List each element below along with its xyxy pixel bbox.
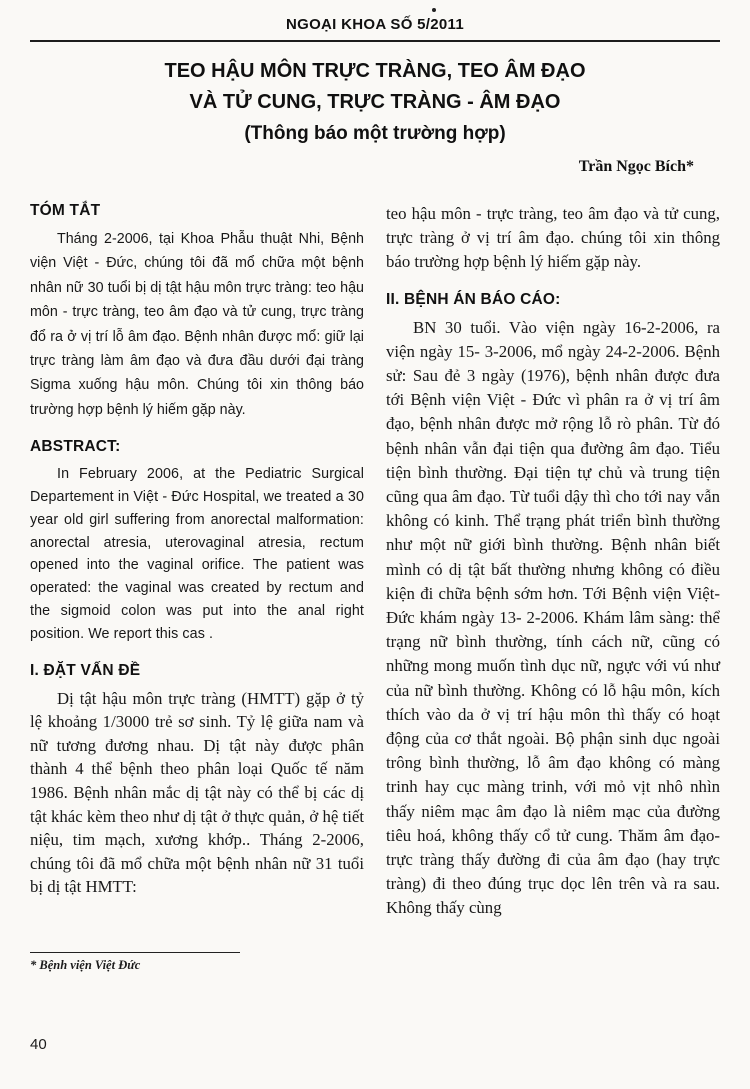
section-2-heading: II. BỆNH ÁN BÁO CÁO: [386, 290, 561, 308]
section-1-heading: I. ĐẶT VẤN ĐỀ [30, 661, 141, 679]
section-1-paragraph: Dị tật hậu môn trực tràng (HMTT) gặp ở tỷ lệ khoảng 1/3000 trẻ sơ sinh. Tỷ lệ giữa nam và nữ tương đương nhau. Dị tật này được phân thành 4 thể bệnh theo phân loại Quốc tế năm 1986. Bệnh nhân mắc dị tật này có thể bị các dị tật khác kèm theo như dị tật ở thực quản, ở hệ tiết niệu, tim mạch, xương khớp.. Tháng 2-2006, chúng tôi đã mổ chữa một bệnh nhân nữ 31 tuổi bị dị tật HMTT: [30, 688, 364, 897]
two-column-body [30, 202, 720, 921]
continuation-paragraph: teo hậu môn - trực tràng, teo âm đạo và tử cung, trực tràng ở vị trí âm đạo. chúng tôi xin thông báo trường hợp bệnh lý hiếm gặp này. [386, 204, 720, 272]
right-column [386, 202, 720, 921]
section-2-paragraph: BN 30 tuổi. Vào viện ngày 16-2-2006, ra viện ngày 15- 3-2006, mổ ngày 24-2-2006. Bệnh sử: Sau đẻ 3 ngày (1976), bệnh nhân được đưa tới Bệnh viện Việt - Đức vì phân ra ở vị trí âm đạo, bệnh nhân được mở rộng lỗ rò phân. Từ đó bệnh nhân vẫn đại tiện qua đường âm đạo. Tiểu tiện bình thường. Đại tiện tự chủ và trung tiện cũng qua âm đạo. Từ tuổi dậy thì cho tới nay vẫn không có kinh. Thể trạng phát triển bình thường như một nữ giới bình thường. Bệnh nhân biết mình có dị tật bất thường nhưng không có điều kiện đi chữa bệnh sớm hơn. Tới Bệnh viện Việt-Đức khám ngày 13- 2-2006. Khám lâm sàng: thể trạng nữ bình thường, tính cách nữ, cũng có những mong muốn tình dục nữ, ngực với vú như của nữ bình thường. Không có lỗ hậu môn, kích thích vào da ở vị trí hậu môn thì thấy có hoạt động của cơ thắt ngoài. Bộ phận sinh dục ngoài trông bình thường, lỗ âm đạo không có màng trinh hay cục màng trinh, với mỏ vịt nhô nhìn thấy niêm mạc âm đạo là niêm mạc của đường tiêu hoá, không thấy cổ tử cung. Thăm âm đạo-trực tràng thấy đường đi của âm đạo (hay trực tràng) đi theo đúng trục dọc lên trên và ra sau. Không thấy cùng [386, 317, 720, 918]
article-subtitle: (Thông báo một trường hợp) [244, 123, 506, 144]
abstract-heading: ABSTRACT: [30, 438, 121, 456]
article-title-line2: VÀ TỬ CUNG, TRỰC TRÀNG - ÂM ĐẠO [189, 91, 561, 113]
footnote-text: * Bệnh viện Việt Đức [30, 958, 141, 972]
article-title [30, 56, 720, 149]
tom-tat-paragraph: Tháng 2-2006, tại Khoa Phẫu thuật Nhi, Bệnh viện Việt - Đức, chúng tôi đã mổ chữa một bệnh nhân nữ 30 tuổi bị dị tật hậu môn trực tràng: teo hậu môn - trực tràng, teo âm đạo và tử cung, trực tràng đổ ra ở vị trí lỗ âm đạo. Bệnh nhân được mổ: giữ lại trực tràng làm âm đạo và đưa đầu dưới đại tràng Sigma xuống hậu môn. Chúng tôi xin thông báo trường hợp bệnh lý hiếm gặp này. [30, 231, 364, 418]
page-number: 40 [30, 1036, 47, 1053]
footnote [30, 952, 240, 973]
abstract-paragraph: In February 2006, at the Pediatric Surgical Departement in Việt - Đức Hospital, we treated a 30 year old girl suffering from anorectal malformation: anorectal atresia, uterovaginal atresia, rectum opened into the vaginal orifice. The patient was operated: the vaginal was created by rectum and the sigmoid colon was put into the anal right position. We report this cas . [30, 466, 364, 642]
footnote-rule [30, 952, 240, 953]
article-title-line1: TEO HẬU MÔN TRỰC TRÀNG, TEO ÂM ĐẠO [164, 60, 586, 82]
journal-header: NGOẠI KHOA SỐ 5/2011 [285, 16, 464, 33]
tom-tat-heading: TÓM TẮT [30, 202, 101, 219]
scan-artifact-dot [432, 8, 436, 12]
left-column [30, 202, 364, 921]
author-name: Trần Ngọc Bích* [578, 158, 694, 175]
header-rule [30, 40, 720, 42]
